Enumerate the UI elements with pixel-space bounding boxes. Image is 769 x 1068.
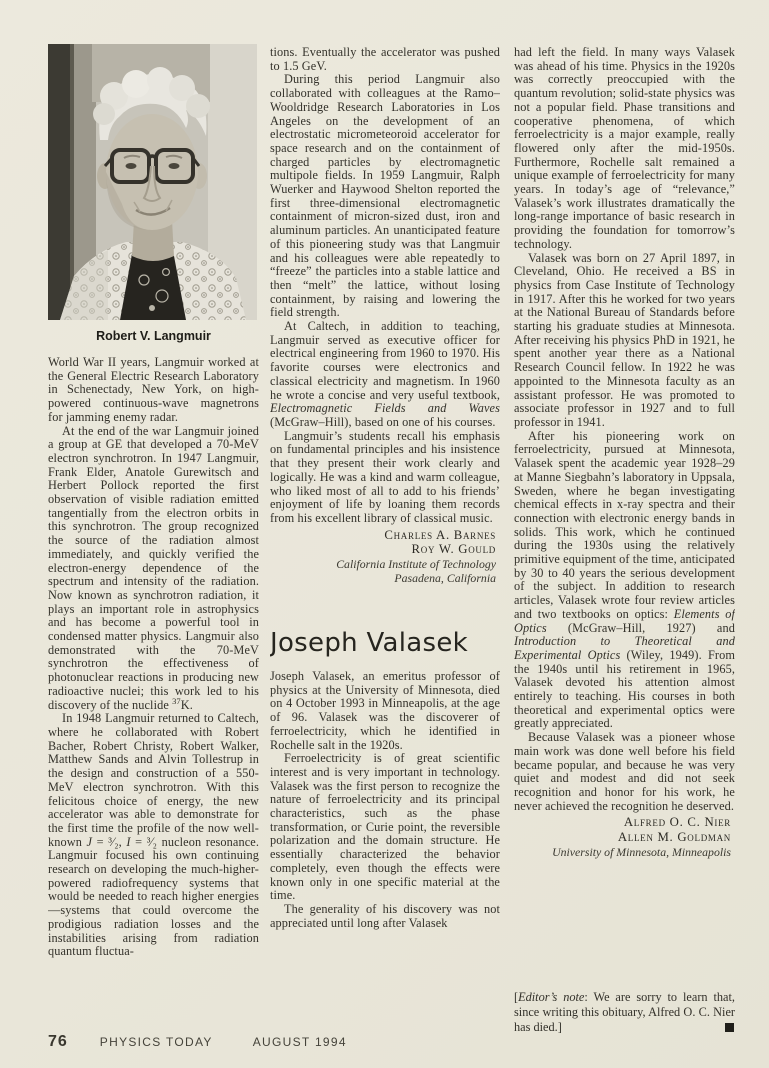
paragraph: World War II years, Langmuir worked at the General Electric Research Laboratory in Schenectady, New York, on high-powered continuous-wave magnetrons for jamming enemy radar. <box>48 355 259 424</box>
page-footer <box>48 1033 347 1051</box>
paragraph: At Caltech, in addition to teaching, Langmuir served as executive officer for electrical engineering from 1960 to 1970. His favorite courses were electronics and classical electricity and magnetism. In 1960 he wrote a concise and very useful textbook, Electromagnetic Fields and Waves (McGraw–Hill), based on one of his courses. <box>270 319 500 429</box>
signature-name: Charles A. Barnes <box>384 527 496 542</box>
valasek-text-col2 <box>270 670 500 930</box>
signature-name: Roy W. Gould <box>411 542 496 557</box>
portrait-photo <box>48 44 257 320</box>
paragraph: Langmuir’s students recall his emphasis on fundamental principles and his insistence that they present their work clearly and logically. He was a kind and warm colleague, who liked most of all to add to his friends’ enjoyment of life by loaning them records from his excellent library of classical music. <box>270 428 500 525</box>
photo-caption: Robert V. Langmuir <box>96 329 211 343</box>
paragraph: After his pioneering work on ferroelectricity, pursued at Minnesota, Valasek spent the academic year 1928–29 at Manne Siegbahn’s laboratory in Uppsala, Sweden, where he began investigating chemical effects in x-ray spectra and their connection with electronic energy bands in solids. This work, which he continued during the 1930s using the relatively primitive equipment of the time, anticipated by 30 to 40 years the serious development of the subject. In addition to research articles, Valasek wrote four review articles and two textbooks on optics: Elements of Optics (McGraw–Hill, 1927) and Introduction to Theoretical and Experimental Optics (Wiley, 1949). From the 1940s until his retirement in 1965, Valasek devoted his attention almost entirely to teaching. His courses in both theoretical and experimental optics were greatly appreciated. <box>514 428 735 731</box>
signature-affiliation: University of Minnesota, Minneapolis <box>552 844 731 859</box>
signature-name: Allen M. Goldman <box>617 829 731 844</box>
paragraph: At the end of the war Langmuir joined a group at GE that developed a 70-MeV electron synchrotron. In 1947 Langmuir, Frank Elder, Anatole Gurewitsch and Herbert Pollock reported the first observation of visible radiation emitted tangentially from the electron orbits in this synchrotron. The group recognized the source of the radiation almost immediately, and quickly verified the electron-energy dependence of the spectrum and intensity of the radiation. Now known as synchrotron radiation, it plays an important role in astrophysics and has become a powerful tool in condensed matter physics. Langmuir also demonstrated with the 70-MeV synchrotron the effectiveness of photonuclear reactions in producing new radioactive nuclei; this work led to his discovery of the nuclide $^{37}$K. <box>48 423 259 712</box>
column-right <box>514 46 735 984</box>
paragraph: Because Valasek was a pioneer whose main work was done well before his field became popular, and because he was very quiet and modest and did not seek recognition and honor for his work, he never achieved the recognition he deserved. <box>514 730 735 813</box>
portrait-figure <box>48 44 259 343</box>
paragraph: tions. Eventually the accelerator was pushed to 1.5 GeV. <box>270 46 500 73</box>
langmuir-text-col1 <box>48 356 259 959</box>
column-middle <box>270 46 500 1032</box>
langmuir-signatures <box>270 528 500 586</box>
issue-date: AUGUST 1994 <box>252 1035 347 1049</box>
paragraph: Ferroelectricity is of great scientific interest and is very important in technology. Valasek was the first person to recognize the nature of ferroelectricity and its principal characteristics, such as the phase transformation, or Curie point, the reversible polarization and the domain structure. He essentially characterized the behavior completely, even though the effects were known only in one specific material at the time. <box>270 751 500 903</box>
paragraph: During this period Langmuir also collaborated with colleagues at the Ramo–Wooldridge Research Laboratories in Los Angeles on the development of an electrostatic micrometeoroid accelerator for space research and on the containment of charged particles by electromagnetic multipole fields. In 1959 Langmuir, Ralph Wuerker and Haywood Shelton reported the first three-dimensional electromagnetic containment of micron-sized dust, iron and aluminum particles. An unanticipated feature of this pioneering study was that Langmuir and his colleagues were able repeatedly to “freeze” the particles into a stable lattice and then “melt” the lattice, without losing containment, by raising and lowering the field strength. <box>270 72 500 320</box>
end-of-article-marker <box>725 1023 734 1032</box>
langmuir-text-col2 <box>270 46 500 526</box>
paragraph: [Editor’s note: We are sorry to learn that, since writing this obituary, Alfred O. C. Nier has died.] <box>514 990 735 1034</box>
paragraph: Joseph Valasek, an emeritus professor of physics at the University of Minnesota, died on 4 October 1993 in Minneapolis, at the age of 96. Valasek was the discoverer of ferroelectricity, which he identified in Rochelle salt in the 1920s. <box>270 668 500 752</box>
paragraph: In 1948 Langmuir returned to Caltech, where he collaborated with Robert Bacher, Robert Christy, Robert Walker, Matthew Sands and Alvin Tollestrup in the design and construction of a 550-MeV electron synchrotron. With this felicitous choice of energy, the new accelerator was able to demonstrate for the first time the profile of the now well-known J = ³⁄₂, I = ³⁄₂ nucleon resonance. Langmuir focused his own continuing research on developing the much-higher-powered radiofrequency systems that would be needed to reach higher energies—systems that could overcome the prodigious radiation losses and the instabilities arising from radiation quantum fluctua- <box>48 711 259 959</box>
magazine-name: PHYSICS TODAY <box>99 1035 213 1049</box>
page-number: 76 <box>48 1033 68 1050</box>
valasek-text-col3 <box>514 46 735 813</box>
valasek-signatures <box>514 815 735 859</box>
paragraph: Valasek was born on 27 April 1897, in Cleveland, Ohio. He received a BS in physics from Case Institute of Technology in 1917. After this he worked for two years at the National Bureau of Standards before starting his graduate studies at Minnesota. After receiving his physics PhD in 1921, he spent another year there as a National Research Council fellow. In 1922 he was appointed to the Minnesota faculty as an assistant professor. He was promoted to associate professor in 1927 and to full professor in 1941. <box>514 250 735 429</box>
paragraph: The generality of his discovery was not appreciated until long after Valasek <box>270 901 500 930</box>
editors-note <box>514 990 735 1035</box>
valasek-obituary-heading: Joseph Valasek <box>270 627 469 658</box>
paragraph: had left the field. In many ways Valasek was ahead of his time. Physics in the 1920s was correctly preoccupied with the quantum revolution; solid-state physics was not a popular field. Phase transitions and cooperative phenomena, of which ferroelectricity is a major example, really flowered only after the mid-1950s. Furthermore, Rochelle salt remained a unique example of ferroelectricity for many years. In today’s age of “relevance,” Valasek’s work illustrates dramatically the long-range importance of basic research in providing the foundation for tomorrow’s technology. <box>514 46 735 251</box>
signature-affiliation: Pasadena, California <box>394 571 496 586</box>
signature-affiliation: California Institute of Technology <box>336 556 496 571</box>
signature-name: Alfred O. C. Nier <box>623 815 731 830</box>
column-left <box>48 44 259 1032</box>
